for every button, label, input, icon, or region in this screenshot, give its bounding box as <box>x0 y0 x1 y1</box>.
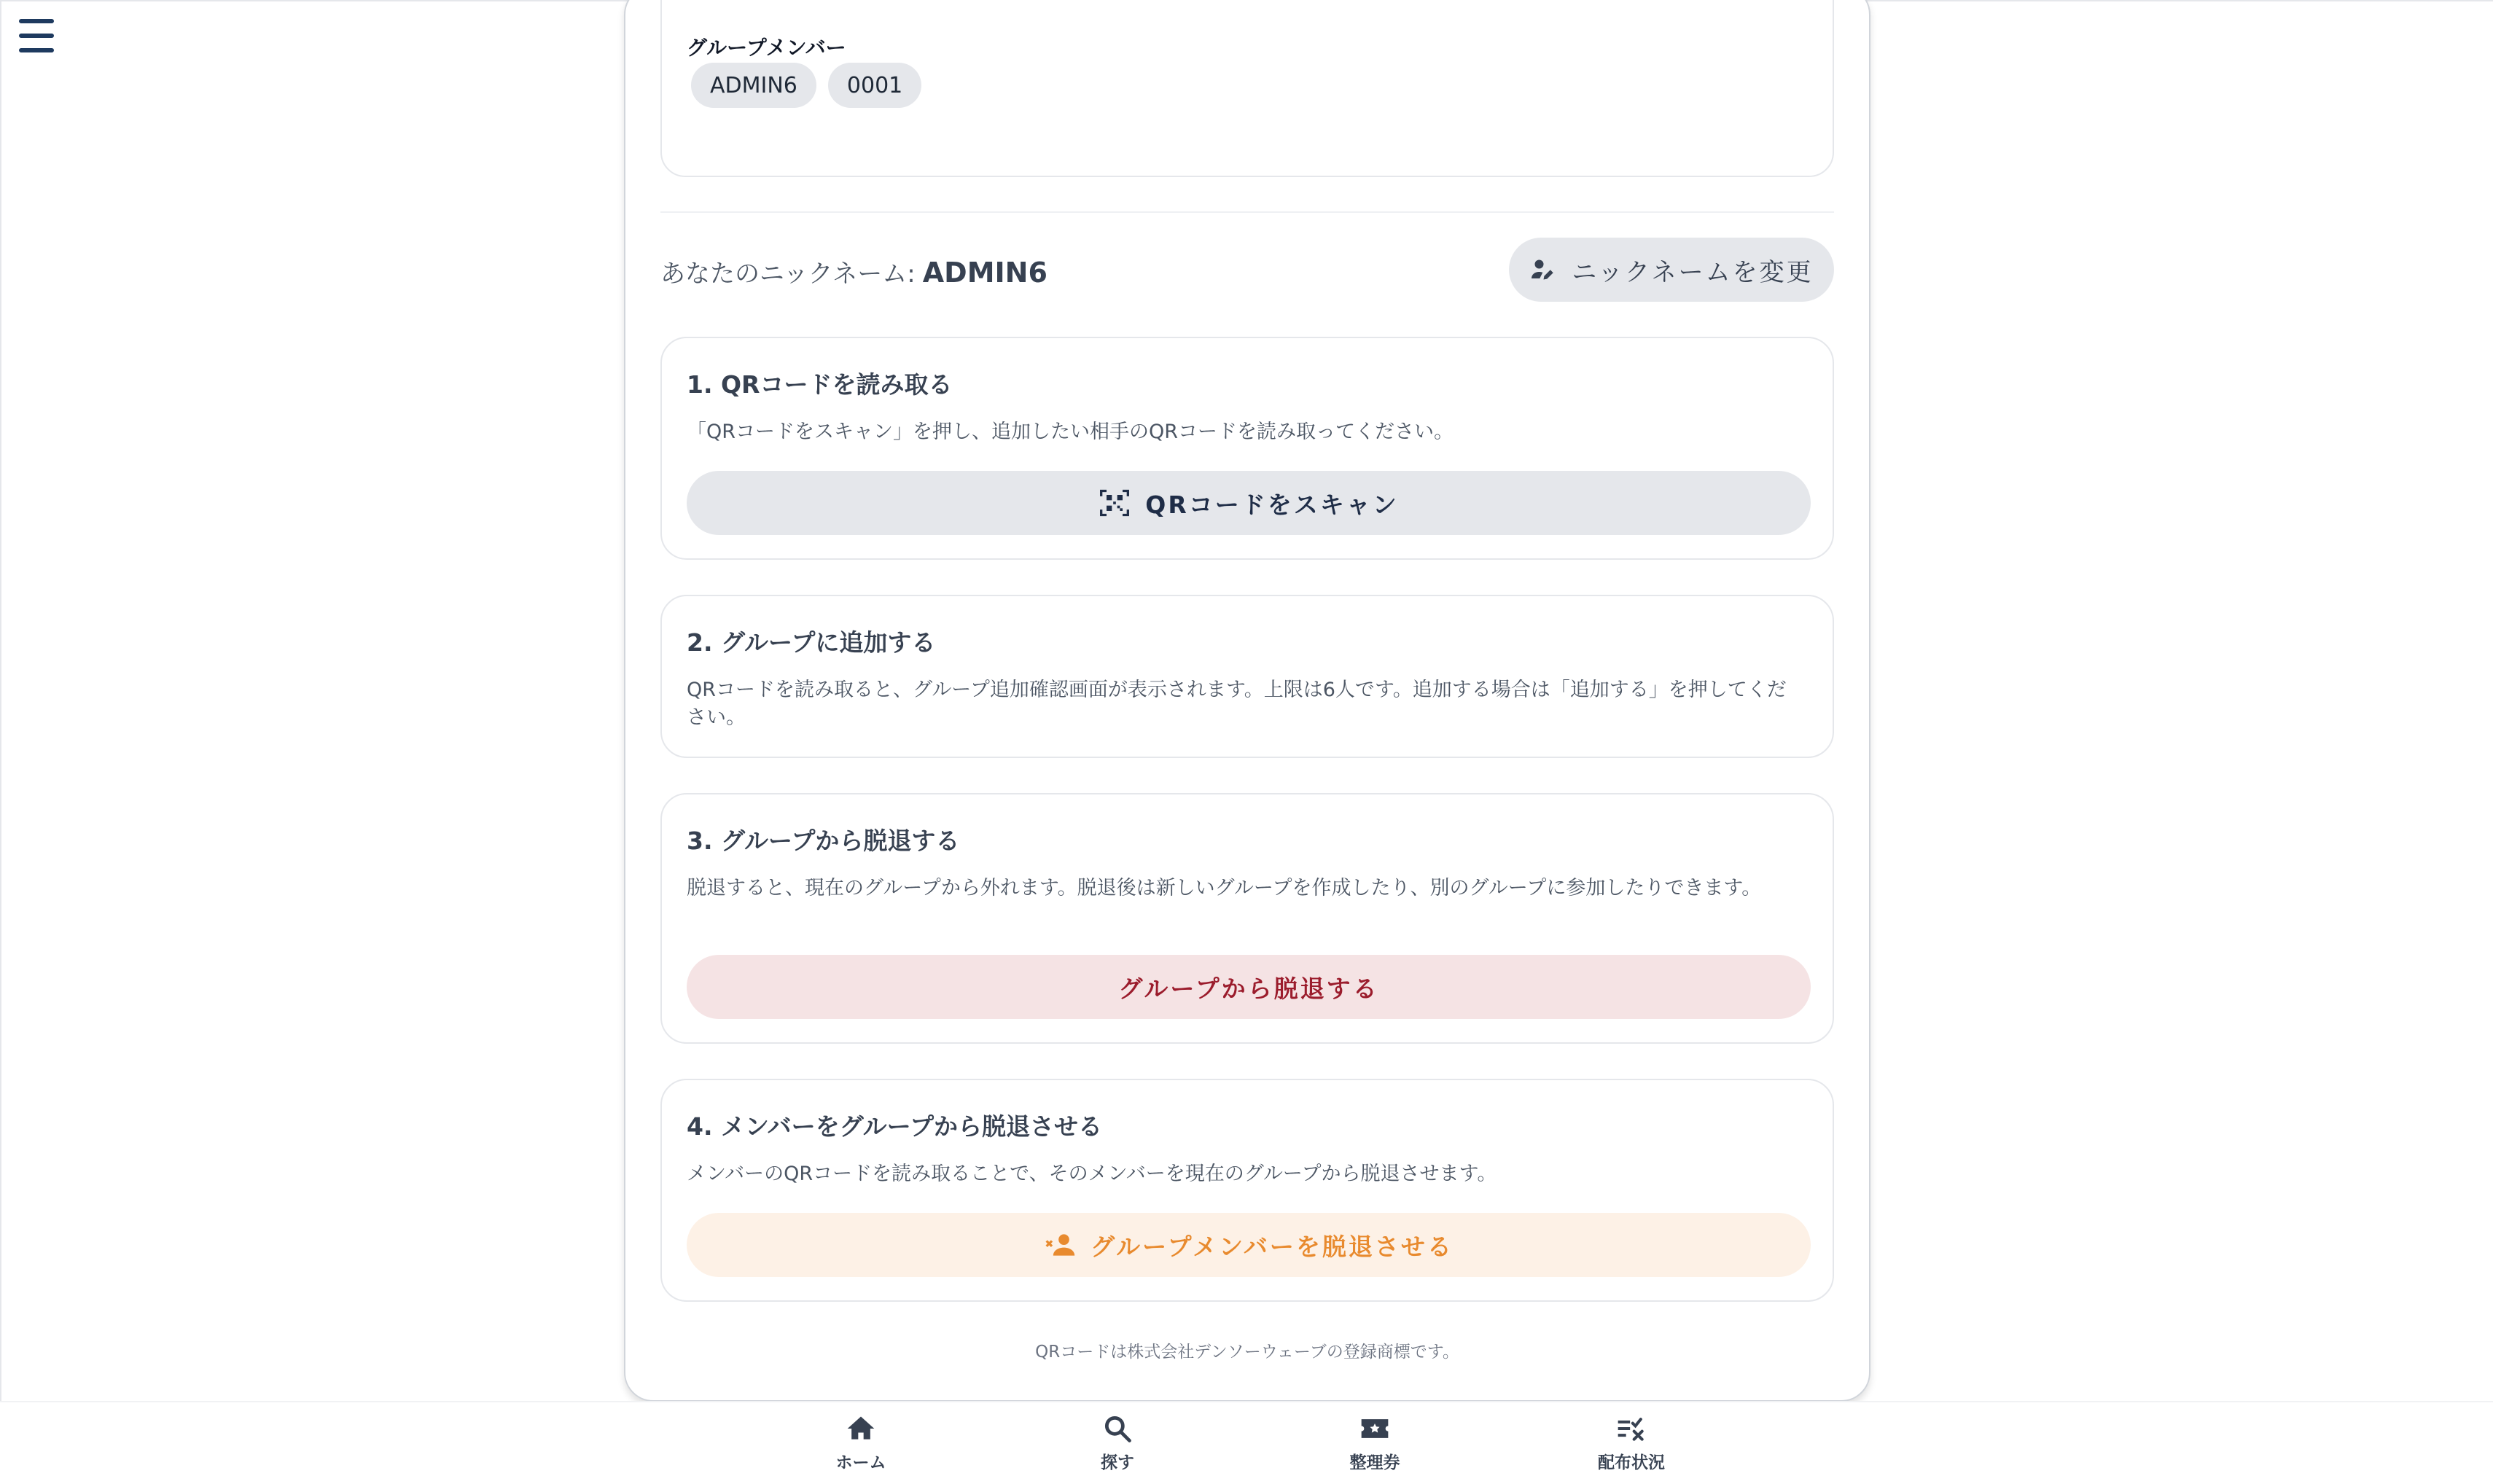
nav-label-ticket: 整理券 <box>1349 1453 1400 1472</box>
step-1-description: 「QRコードをスキャン」を押し、追加したい相手のQRコードを読み取ってください。 <box>687 421 1454 443</box>
member-chip: ADMIN6 <box>691 63 816 108</box>
step-4-description: メンバーのQRコードを読み取ることで、そのメンバーを現在のグループから脱退させます。 <box>687 1163 1497 1185</box>
nav-item-search[interactable] <box>1045 1413 1190 1473</box>
nav-item-home[interactable] <box>788 1413 934 1473</box>
change-nickname-button[interactable] <box>1509 238 1834 302</box>
nav-label-home: ホーム <box>835 1453 886 1472</box>
nav-label-search: 探す <box>1101 1453 1134 1472</box>
step-2-card <box>660 595 1834 758</box>
search-icon <box>1101 1413 1134 1445</box>
divider <box>660 211 1834 213</box>
change-nickname-label: ニックネームを変更 <box>1572 257 1814 287</box>
nickname-value: ADMIN6 <box>922 257 1047 289</box>
remove-member-button[interactable] <box>687 1213 1811 1277</box>
step-4-title: 4. メンバーをグループから脱退させる <box>687 1112 1103 1141</box>
home-icon <box>845 1413 877 1445</box>
step-2-title: 2. グループに追加する <box>687 628 936 657</box>
remove-member-label: グループメンバーを脱退させる <box>1091 1232 1454 1261</box>
scan-qr-button[interactable] <box>687 471 1811 535</box>
step-1-card <box>660 337 1834 560</box>
qr-scan-icon <box>1099 487 1131 519</box>
leave-group-label: グループから脱退する <box>1118 974 1379 1003</box>
hamburger-menu-icon[interactable] <box>19 19 54 52</box>
member-chip-list <box>691 63 921 108</box>
checklist-icon <box>1615 1413 1647 1445</box>
step-4-card <box>660 1079 1834 1302</box>
nickname-label-text: あなたのニックネーム: <box>660 259 916 289</box>
user-remove-icon <box>1044 1229 1076 1261</box>
step-3-card <box>660 793 1834 1044</box>
nickname-label <box>660 254 1047 289</box>
leave-group-button[interactable] <box>687 955 1811 1019</box>
step-1-title: 1. QRコードを読み取る <box>687 370 953 399</box>
nav-label-distribution: 配布状況 <box>1598 1453 1665 1472</box>
bottom-navigation <box>0 1401 2493 1484</box>
ticket-icon <box>1359 1413 1391 1445</box>
group-members-title: グループメンバー <box>687 36 846 60</box>
nickname-row <box>660 238 1834 302</box>
member-chip: 0001 <box>828 63 921 108</box>
step-3-description: 脱退すると、現在のグループから外れます。脱退後は新しいグループを作成したり、別のグループに参加したりできます。 <box>687 877 1762 899</box>
group-members-card <box>660 0 1834 177</box>
step-2-description: QRコードを読み取ると、グループ追加確認画面が表示されます。上限は6人です。追加する場合は「追加する」を押してください。 <box>687 679 1787 729</box>
nav-item-distribution[interactable] <box>1558 1413 1704 1473</box>
nav-item-ticket[interactable] <box>1302 1413 1448 1473</box>
qr-trademark-note: QRコードは株式会社デンソーウェーブの登録商標です。 <box>1035 1343 1459 1362</box>
user-edit-icon <box>1529 257 1556 283</box>
step-3-title: 3. グループから脱退する <box>687 827 960 855</box>
scan-qr-label: QRコードをスキャン <box>1145 490 1399 519</box>
